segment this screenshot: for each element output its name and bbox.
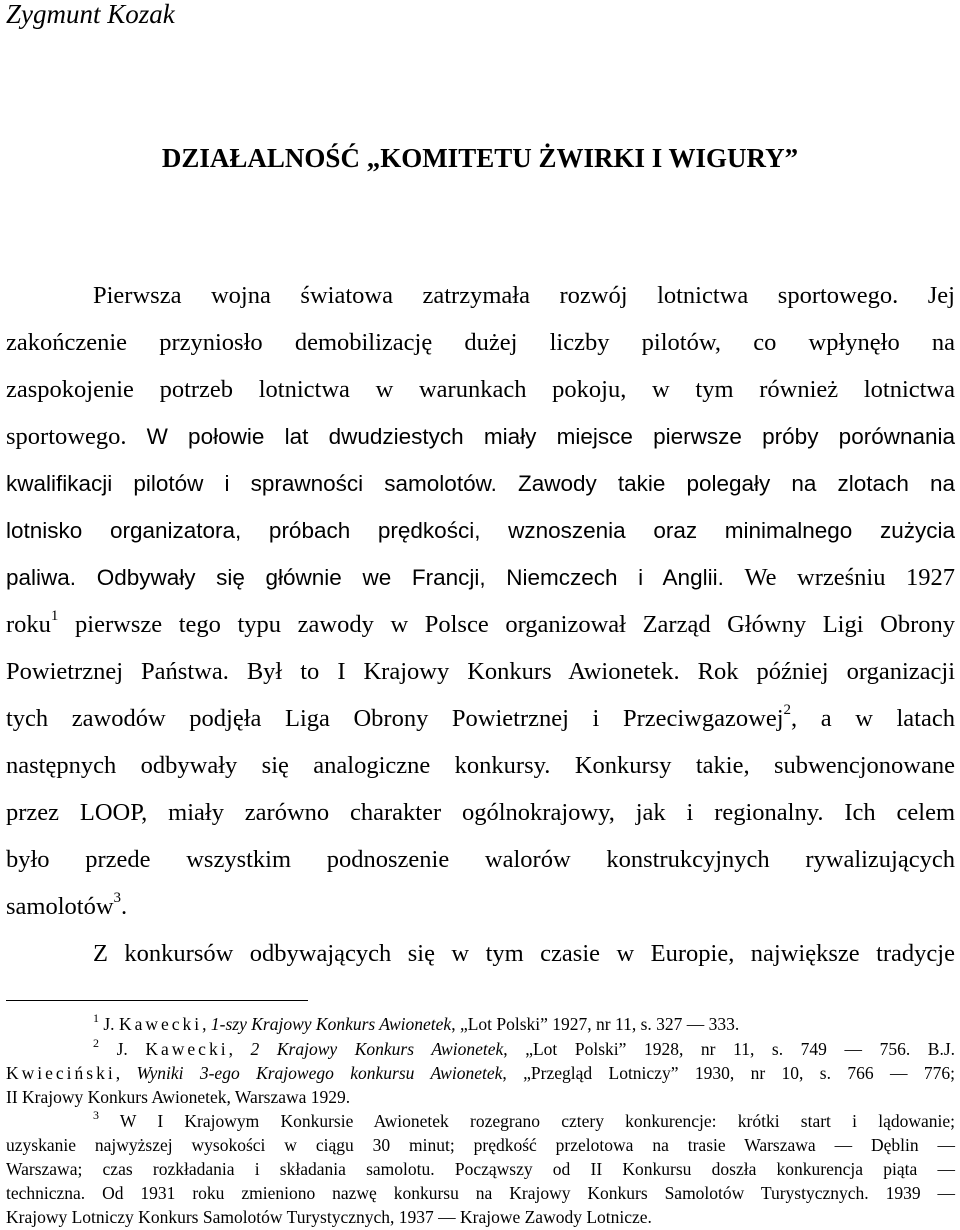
footnote-3-cont: techniczna. Od 1931 roku zmieniono nazwę konkursu na Krajowy Konkurs Samolotów Turystycznych. 1939 — [6, 1183, 955, 1203]
text-run: tych zawodów podjęła Liga Obrony Powietrznej i Przeciwgazowej [6, 705, 784, 732]
text-run: następnych odbywały się analogiczne konkursy. [6, 752, 551, 779]
body-line [6, 421, 955, 453]
text-run: Powietrznej Państwa. [6, 658, 229, 685]
footnote-separator [6, 1000, 308, 1001]
text-run: roku [6, 611, 51, 638]
text-run: , [115, 1063, 137, 1083]
author-name: Zygmunt Kozak [6, 0, 175, 29]
body-line [6, 750, 955, 782]
text-run: samolotów [6, 893, 114, 920]
footnote-2-cont: II Krajowy Konkurs Awionetek, Warszawa 1929. [6, 1087, 351, 1107]
body-line [6, 703, 955, 735]
text-run: W połowie lat dwudziestych miały miejsce pierwsze próby porównania [146, 424, 956, 449]
text-run: , „Przegląd Lotniczy” 1930, nr 10, s. 766 — 776; [502, 1063, 955, 1083]
footnote-3 [93, 1110, 955, 1132]
body-line: zakończenie przyniosło demobilizację dużej liczby pilotów, co wpłynęło na [6, 329, 955, 356]
footnote-3-cont: Krajowy Lotniczy Konkurs Samolotów Turystycznych, 1937 — Krajowe Zawody Lotnicze. [6, 1207, 652, 1227]
text-run: , „Lot Polski” 1928, nr 11, s. 749 — 756. B.J. [503, 1039, 956, 1059]
body-line [6, 562, 955, 594]
text-run: Był to I Krajowy Konkurs Awionetek. [246, 658, 680, 685]
author-name: Kwieciński [6, 1063, 116, 1083]
body-line: było przede wszystkim podnoszenie walorów konstrukcyjnych rywalizujących [6, 846, 955, 873]
text-run: , [228, 1039, 251, 1059]
article-title: DZIAŁALNOŚĆ „KOMITETU ŻWIRKI I WIGURY” [161, 143, 799, 173]
text-run: Konkursy takie, subwencjonowane [574, 752, 955, 779]
text-run: . [121, 893, 128, 920]
footnote-ref-3: 3 [113, 890, 122, 906]
body-line [6, 468, 955, 500]
body-line [6, 891, 955, 923]
text-run: We wrześniu 1927 [744, 564, 955, 591]
work-title: 2 Krajowy Konkurs Awionetek [250, 1039, 504, 1059]
author-name: Kawecki [145, 1039, 229, 1059]
body-line: lotnisko organizatora, próbach prędkości, wznoszenia oraz minimalnego zużycia [6, 518, 955, 543]
text-run: sportowego. [6, 423, 127, 450]
text-run: , a w latach [791, 705, 955, 732]
footnote-number: 2 [93, 1036, 99, 1050]
text-run: , [202, 1014, 211, 1034]
author-name: Kawecki [118, 1014, 203, 1034]
footnote-ref-2: 2 [783, 702, 791, 718]
body-line: Z konkursów odbywających się w tym czasie w Europie, największe tradycje [93, 940, 955, 967]
text-run: Odbywały się głównie we Francji, Niemczech i Anglii. [96, 565, 724, 590]
work-title: 1-szy Krajowy Konkurs Awionetek [210, 1014, 452, 1034]
body-line: zaspokojenie potrzeb lotnictwa w warunkach pokoju, w tym również lotnictwa [6, 376, 955, 403]
footnote-2-cont [6, 1062, 955, 1084]
text-run: J. [103, 1014, 119, 1034]
footnote-ref-1: 1 [50, 608, 59, 624]
work-title: Wyniki 3-ego Krajowego konkursu Awionetek [136, 1063, 503, 1083]
text-run: W I Krajowym Konkursie Awionetek rozegrano cztery konkurencje: krótki start i lądowanie; [119, 1111, 955, 1131]
footnote-2 [93, 1038, 955, 1060]
body-line: przez LOOP, miały zarówno charakter ogólnokrajowy, jak i regionalny. Ich celem [6, 799, 955, 826]
text-run: Rok później organizacji [697, 658, 956, 685]
footnote-3-cont: uzyskanie najwyższej wysokości w ciągu 30 minut; prędkość przelotowa na trasie Warszawa — Dęblin — [6, 1135, 955, 1155]
body-line [6, 609, 955, 641]
text-run: paliwa. [6, 565, 77, 590]
text-run: kwalifikacji pilotów i sprawności samolotów. [6, 471, 497, 496]
text-run: pierwsze tego typu zawody w Polsce organizował Zarząd Główny Ligi Obrony [75, 611, 956, 638]
body-line [6, 656, 955, 688]
footnote-number: 1 [93, 1011, 99, 1025]
footnote-3-cont: Warszawa; czas rozkładania i składania samolotu. Począwszy od II Konkursu doszła konkurencja piąta — [6, 1159, 955, 1179]
text-run: J. [116, 1039, 146, 1059]
text-run: , „Lot Polski” 1927, nr 11, s. 327 — 333. [451, 1014, 740, 1034]
footnote-1 [93, 1013, 955, 1035]
text-run: Zawody takie polegały na zlotach na [517, 471, 955, 496]
footnote-number: 3 [93, 1108, 99, 1122]
body-line: Pierwsza wojna światowa zatrzymała rozwój lotnictwa sportowego. Jej [93, 282, 955, 309]
